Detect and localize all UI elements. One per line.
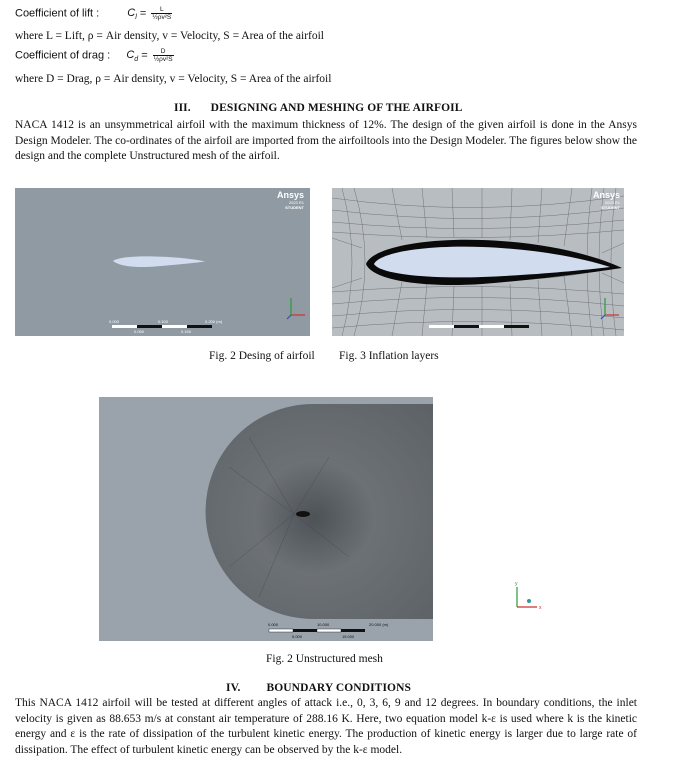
section-number: III. — [174, 102, 191, 114]
c-domain-mesh — [206, 404, 433, 619]
axis-x-label: x — [539, 605, 542, 611]
scale-label: 0.100 — [158, 319, 169, 324]
airfoil-shape — [113, 256, 205, 267]
section-title: BOUNDARY CONDITIONS — [266, 682, 411, 694]
section-iii-paragraph: NACA 1412 is an unsymmetrical airfoil with the maximum thickness of 12%. The design of the given airfoil is done in the Ansys Design Modeler. The co-ordinates of the airfoil are imported from the airfoiltools into the Design Modeler. The figures below show the design and the complete Unstructured mesh of the airfoil. — [15, 119, 637, 163]
drag-symbol: $C_d$ — [126, 49, 139, 64]
section-iv-paragraph: This NACA 1412 airfoil will be tested at different angles of attack i.e., 0, 3, 6, 9 and 12 degrees. In boundary conditions, the inlet velocity is given as 88.653 m/s at constant air temperature of 288.16 K. Here, two equation model k-ε is used where k is the kinetic energy and ε is the rate of dissipation of the turbulent kinetic energy. The production of kinetic energy is larger due to large rate of dissipation. The effect of turbulent kinetic energy can be observed by the k-ε model. — [15, 697, 637, 756]
scale-label: 0.200 (m) — [205, 319, 223, 324]
section-heading-iv — [226, 682, 411, 694]
drag-fraction: $\frac{D}{\text{½ρv²S}}$ — [153, 48, 173, 63]
drag-where-line: where D = Drag, ρ = Air density, v = Velocity, S = Area of the airfoil — [15, 73, 332, 85]
scale-label: 0.050 — [134, 329, 145, 334]
fig4-caption: Fig. 2 Unstructured mesh — [266, 653, 383, 665]
unstructured-mesh-figure — [99, 397, 552, 641]
scale-label: 0.000 — [109, 319, 120, 324]
lift-symbol: $C_l$ — [127, 7, 137, 22]
scale-label: 0.000 — [268, 622, 279, 627]
scale-label: 0.150 — [181, 329, 192, 334]
drag-label: Coefficient of drag : — [15, 49, 111, 62]
lift-where-line: where L = Lift, ρ = Air density, v = Velocity, S = Area of the airfoil — [15, 30, 324, 42]
lift-coefficient-line: Coefficient of lift : $C_l$ = $\frac{L}{\text{½ρv²S}}$ — [15, 6, 172, 22]
lift-fraction: $\frac{L}{\text{½ρv²S}}$ — [152, 6, 172, 21]
scale-label: 10.000 — [317, 622, 330, 627]
fig2-caption: Fig. 2 Desing of airfoil — [209, 350, 315, 362]
section-heading-iii — [174, 102, 463, 114]
ansys-logo: Ansys 2023 R1 STUDENT — [505, 399, 545, 428]
scale-label: 5.000 — [292, 634, 303, 639]
scale-label: 20.000 (m) — [369, 622, 389, 627]
ansys-logo: Ansys 2023 R1 STUDENT — [276, 190, 304, 210]
axis-y-label: y — [515, 581, 518, 587]
scale-label: 15.000 — [342, 634, 355, 639]
drag-coefficient-line: Coefficient of drag : $C_d$ = $\frac{D}{\text{½ρv²S}}$ — [15, 48, 173, 64]
ansys-logo: Ansys 2023 R1 STUDENT — [592, 190, 620, 210]
section-number: IV. — [226, 682, 241, 694]
airfoil-design-figure — [15, 188, 310, 336]
fig3-caption: Fig. 3 Inflation layers — [339, 350, 439, 362]
section-title: DESIGNING AND MESHING OF THE AIRFOIL — [210, 102, 463, 114]
lift-label: Coefficient of lift : — [15, 7, 100, 20]
inflation-layers-figure — [332, 188, 624, 336]
